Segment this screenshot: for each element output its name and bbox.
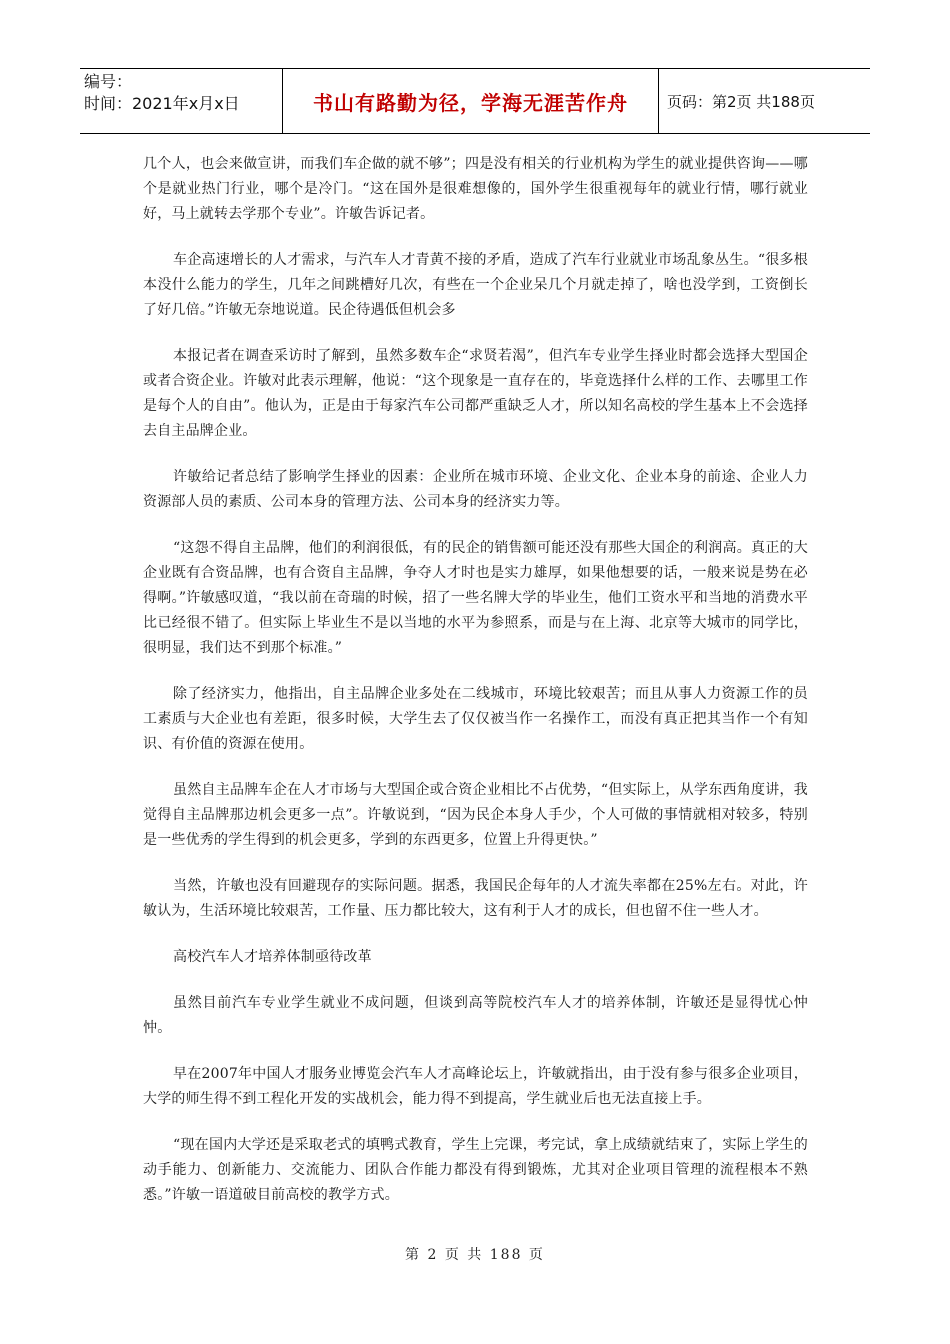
document-date-label: 时间：2021年x月x日 [84, 94, 240, 113]
paragraph: “现在国内大学还是采取老式的填鸭式教育，学生上完课，考完试，拿上成绩就结束了，实际上学生的动手能力、创新能力、交流能力、团队合作能力都没有得到锻炼，尤其对企业项目管理的流程根本不熟悉。”许敏一语道破目前高校的教学方式。 [143, 1137, 808, 1203]
paragraph: 许敏给记者总结了影响学生择业的因素：企业所在城市环境、企业文化、企业本身的前途、企业人力资源部人员的素质、公司本身的管理方法、公司本身的经济实力等。 [143, 469, 808, 510]
section-heading: 高校汽车人才培养体制亟待改革 [173, 949, 372, 965]
header-left-cell [80, 69, 283, 133]
paragraph: 车企高速增长的人才需求，与汽车人才青黄不接的矛盾，造成了汽车行业就业市场乱象丛生。“很多根本没什么能力的学生，几年之间跳槽好几次，有些在一个企业呆几个月就走掉了，啥也没学到，工资倒长了好几倍。”许敏无奈地说道。民企待遇低但机会多 [143, 252, 808, 318]
document-number-label: 编号： [84, 72, 133, 91]
paragraph: 几个人，也会来做宣讲，而我们车企做的就不够”；四是没有相关的行业机构为学生的就业提供咨询——哪个是就业热门行业，哪个是冷门。“这在国外是很难想像的，国外学生很重视每年的就业行情，哪行就业好，马上就转去学那个专业”。许敏告诉记者。 [143, 156, 808, 222]
paragraph: 虽然目前汽车专业学生就业不成问题，但谈到高等院校汽车人才的培养体制，许敏还是显得忧心忡忡。 [143, 995, 808, 1036]
page-header [80, 68, 870, 134]
paragraph: 除了经济实力，他指出，自主品牌企业多处在二线城市，环境比较艰苦；而且从事人力资源工作的员工素质与大企业也有差距，很多时候，大学生去了仅仅被当作一名操作工，而没有真正把其当作一个有知识、有价值的资源在使用。 [143, 686, 808, 752]
page-footer: 第 2 页 共 188 页 [405, 1247, 545, 1263]
header-motto: 书山有路勤为径，学海无涯苦作舟 [283, 69, 659, 133]
paragraph: “这怨不得自主品牌，他们的利润很低，有的民企的销售额可能还没有那些大国企的利润高。真正的大企业既有合资品牌，也有合资自主品牌，争夺人才时也是实力雄厚，如果他想要的话，一般来说是势在必得啊。”许敏感叹道，“我以前在奇瑞的时候，招了一些名牌大学的毕业生，他们工资水平和当地的消费水平比已经很不错了。但实际上毕业生不是以当地的水平为参照系，而是与在上海、北京等大城市的同学比，很明显，我们达不到那个标准。” [143, 540, 808, 656]
paragraph: 当然，许敏也没有回避现存的实际问题。据悉，我国民企每年的人才流失率都在25%左右。对此，许敏认为，生活环境比较艰苦，工作量、压力都比较大，这有利于人才的成长，但也留不住一些人才。 [143, 878, 808, 919]
paragraph: 本报记者在调查采访时了解到，虽然多数车企“求贤若渴”，但汽车专业学生择业时都会选择大型国企或者合资企业。许敏对此表示理解，他说：“这个现象是一直存在的，毕竟选择什么样的工作、去哪里工作是每个人的自由”。他认为，正是由于每家汽车公司都严重缺乏人才，所以知名高校的学生基本上不会选择去自主品牌企业。 [143, 348, 808, 439]
paragraph: 虽然自主品牌车企在人才市场与大型国企或合资企业相比不占优势，“但实际上，从学东西角度讲，我觉得自主品牌那边机会更多一点”。许敏说到，“因为民企本身人手少，个人可做的事情就相对较多，特别是一些优秀的学生得到的机会更多，学到的东西更多，位置上升得更快。” [143, 782, 808, 848]
paragraph: 早在2007年中国人才服务业博览会汽车人才高峰论坛上，许敏就指出，由于没有参与很多企业项目，大学的师生得不到工程化开发的实战机会，能力得不到提高，学生就业后也无法直接上手。 [143, 1066, 808, 1107]
document-body [143, 152, 808, 1229]
header-page-info: 页码：第2页 共188页 [667, 92, 815, 111]
